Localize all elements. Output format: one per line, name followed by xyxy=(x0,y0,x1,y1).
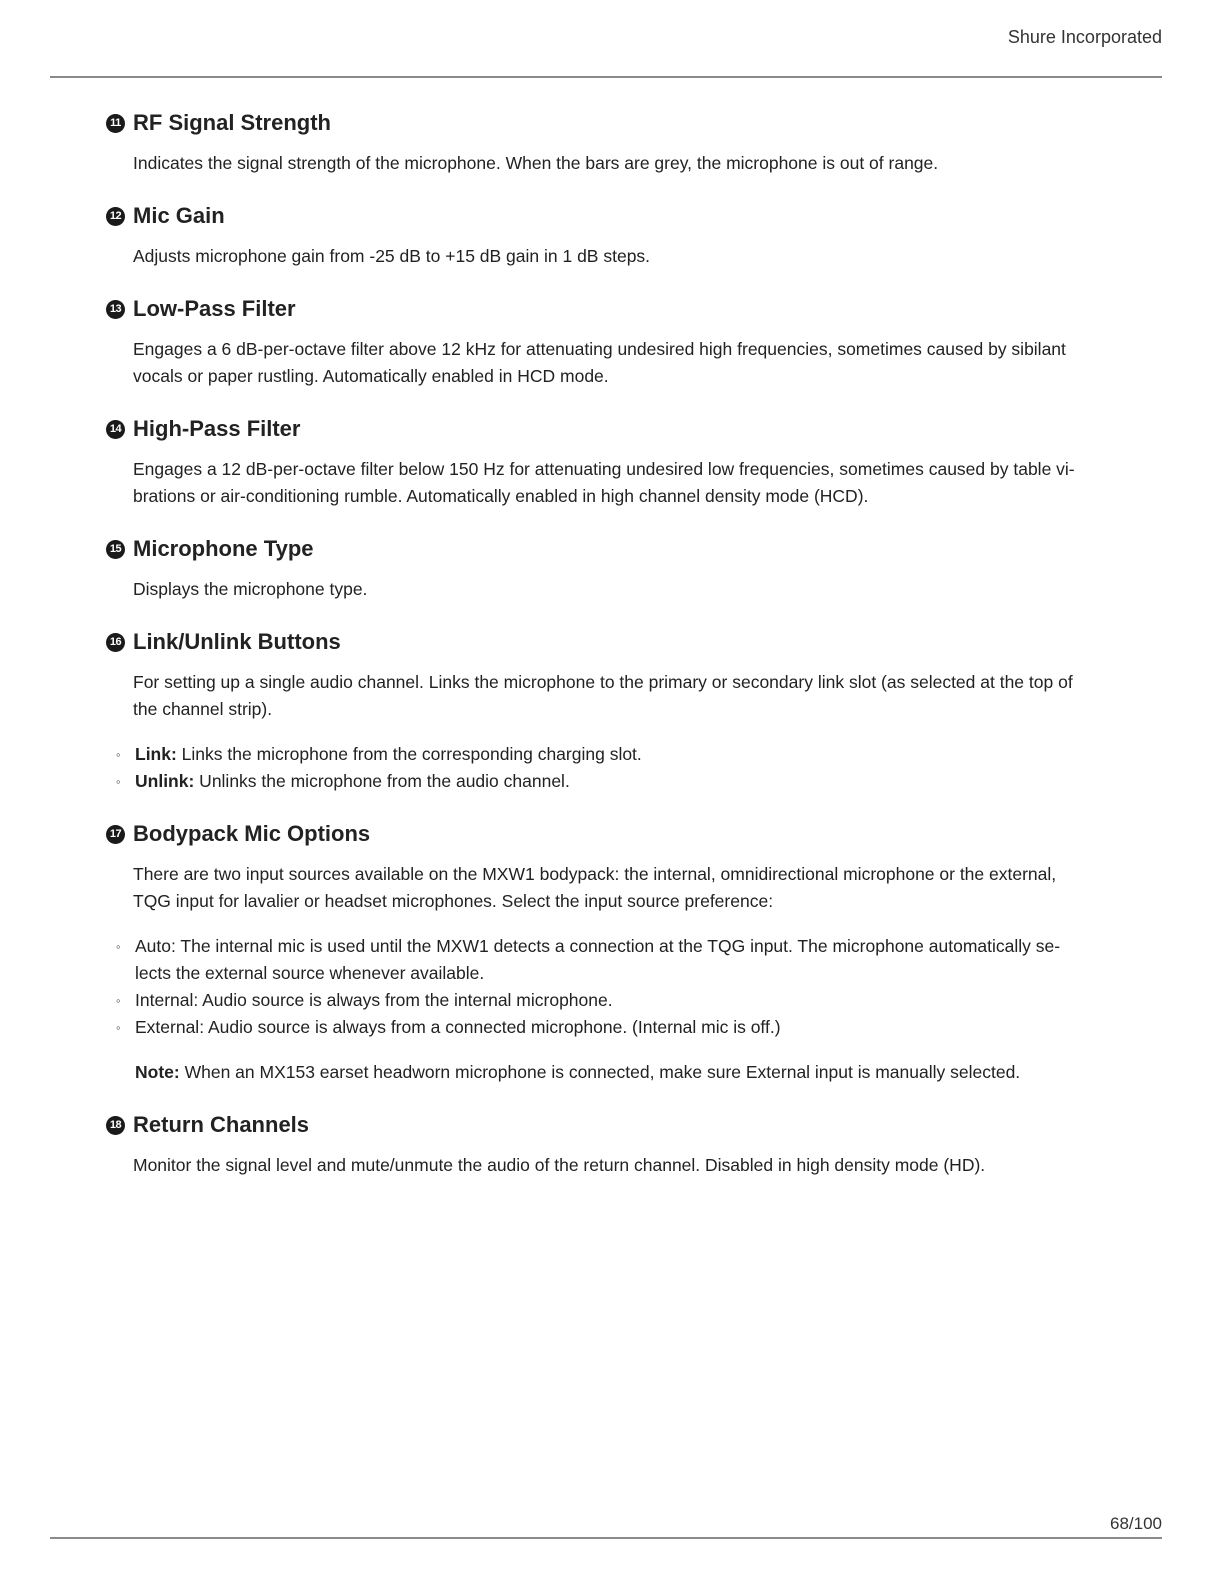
section-title-text: Link/Unlink Buttons xyxy=(133,629,341,654)
section-title xyxy=(106,534,1096,564)
section-title-text: High-Pass Filter xyxy=(133,416,301,441)
section-title xyxy=(106,414,1096,444)
section-description: Indicates the signal strength of the microphone. When the bars are grey, the microphone is out of range. xyxy=(133,153,939,173)
page-content xyxy=(106,108,1096,1179)
section-description: There are two input sources available on the MXW1 bodypack: the internal, omnidirectional microphone or the external, TQG input for lavalier or headset microphones. Select the input source preference: xyxy=(133,864,1057,911)
number-badge-icon: 13 xyxy=(106,300,125,319)
list-item xyxy=(106,987,1096,1014)
section-title xyxy=(106,1110,1096,1140)
section-mic-gain xyxy=(106,201,1096,270)
header-divider xyxy=(50,76,1162,78)
page-number: 68/100 xyxy=(1110,1514,1162,1533)
section-description: Engages a 6 dB-per-octave filter above 12 kHz for attenuating undesired high frequencies, sometimes caused by sibilant vocals or paper rustling. Automatically enabled in HCD mode. xyxy=(133,339,1066,386)
section-title xyxy=(106,819,1096,849)
section-low-pass-filter xyxy=(106,294,1096,390)
note-text: When an MX153 earset headworn microphone is connected, make sure External input is manually selected. xyxy=(179,1062,1021,1082)
list-item-label: Unlink: xyxy=(135,771,195,791)
section-title xyxy=(106,294,1096,324)
list-item xyxy=(106,768,1096,795)
number-badge-icon: 18 xyxy=(106,1116,125,1135)
footer-divider xyxy=(50,1537,1162,1539)
number-badge-icon: 15 xyxy=(106,540,125,559)
section-title-text: Bodypack Mic Options xyxy=(133,821,371,846)
section-return-channels xyxy=(106,1110,1096,1179)
list-item-label: Link: xyxy=(135,744,177,764)
section-description: Engages a 12 dB-per-octave filter below 150 Hz for attenuating undesired low frequencies, sometimes caused by table vi-brations or air-conditioning rumble. Automatically enabled in high channel density mode (HCD). xyxy=(133,459,1075,506)
section-description: For setting up a single audio channel. Links the microphone to the primary or secondary link slot (as selected at the top of the channel strip). xyxy=(133,672,1073,719)
number-badge-icon: 16 xyxy=(106,633,125,652)
number-badge-icon: 17 xyxy=(106,825,125,844)
number-badge-icon: 11 xyxy=(106,114,125,133)
section-description: Displays the microphone type. xyxy=(133,579,368,599)
list-item-text: Auto: The internal mic is used until the MXW1 detects a connection at the TQG input. The microphone automatically se-lects the external source whenever available. xyxy=(135,936,1061,983)
list-item xyxy=(106,1014,1096,1041)
note-label: Note: xyxy=(135,1062,180,1082)
section-title-text: Microphone Type xyxy=(133,536,314,561)
header-company: Shure Incorporated xyxy=(1007,27,1162,47)
list-item-text: External: Audio source is always from a connected microphone. (Internal mic is off.) xyxy=(135,1017,781,1037)
note xyxy=(135,1059,1096,1086)
section-title xyxy=(106,201,1096,231)
bullet-list xyxy=(106,741,1096,795)
number-badge-icon: 12 xyxy=(106,207,125,226)
section-high-pass-filter xyxy=(106,414,1096,510)
list-item xyxy=(106,741,1096,768)
list-item-text: Links the microphone from the corresponding charging slot. xyxy=(176,744,642,764)
section-link-unlink-buttons xyxy=(106,627,1096,795)
bullet-list xyxy=(106,933,1096,1041)
section-microphone-type xyxy=(106,534,1096,603)
section-title-text: Mic Gain xyxy=(133,203,225,228)
section-bodypack-mic-options xyxy=(106,819,1096,1086)
section-description: Monitor the signal level and mute/unmute the audio of the return channel. Disabled in high density mode (HD). xyxy=(133,1155,986,1175)
number-badge-icon: 14 xyxy=(106,420,125,439)
list-item-text: Internal: Audio source is always from the internal microphone. xyxy=(135,990,613,1010)
section-title-text: Low-Pass Filter xyxy=(133,296,296,321)
list-item-text: Unlinks the microphone from the audio channel. xyxy=(194,771,570,791)
list-item xyxy=(106,933,1096,987)
section-title-text: Return Channels xyxy=(133,1112,310,1137)
section-title xyxy=(106,108,1096,138)
section-rf-signal-strength xyxy=(106,108,1096,177)
section-title-text: RF Signal Strength xyxy=(133,110,331,135)
section-title xyxy=(106,627,1096,657)
section-description: Adjusts microphone gain from -25 dB to +15 dB gain in 1 dB steps. xyxy=(133,246,651,266)
